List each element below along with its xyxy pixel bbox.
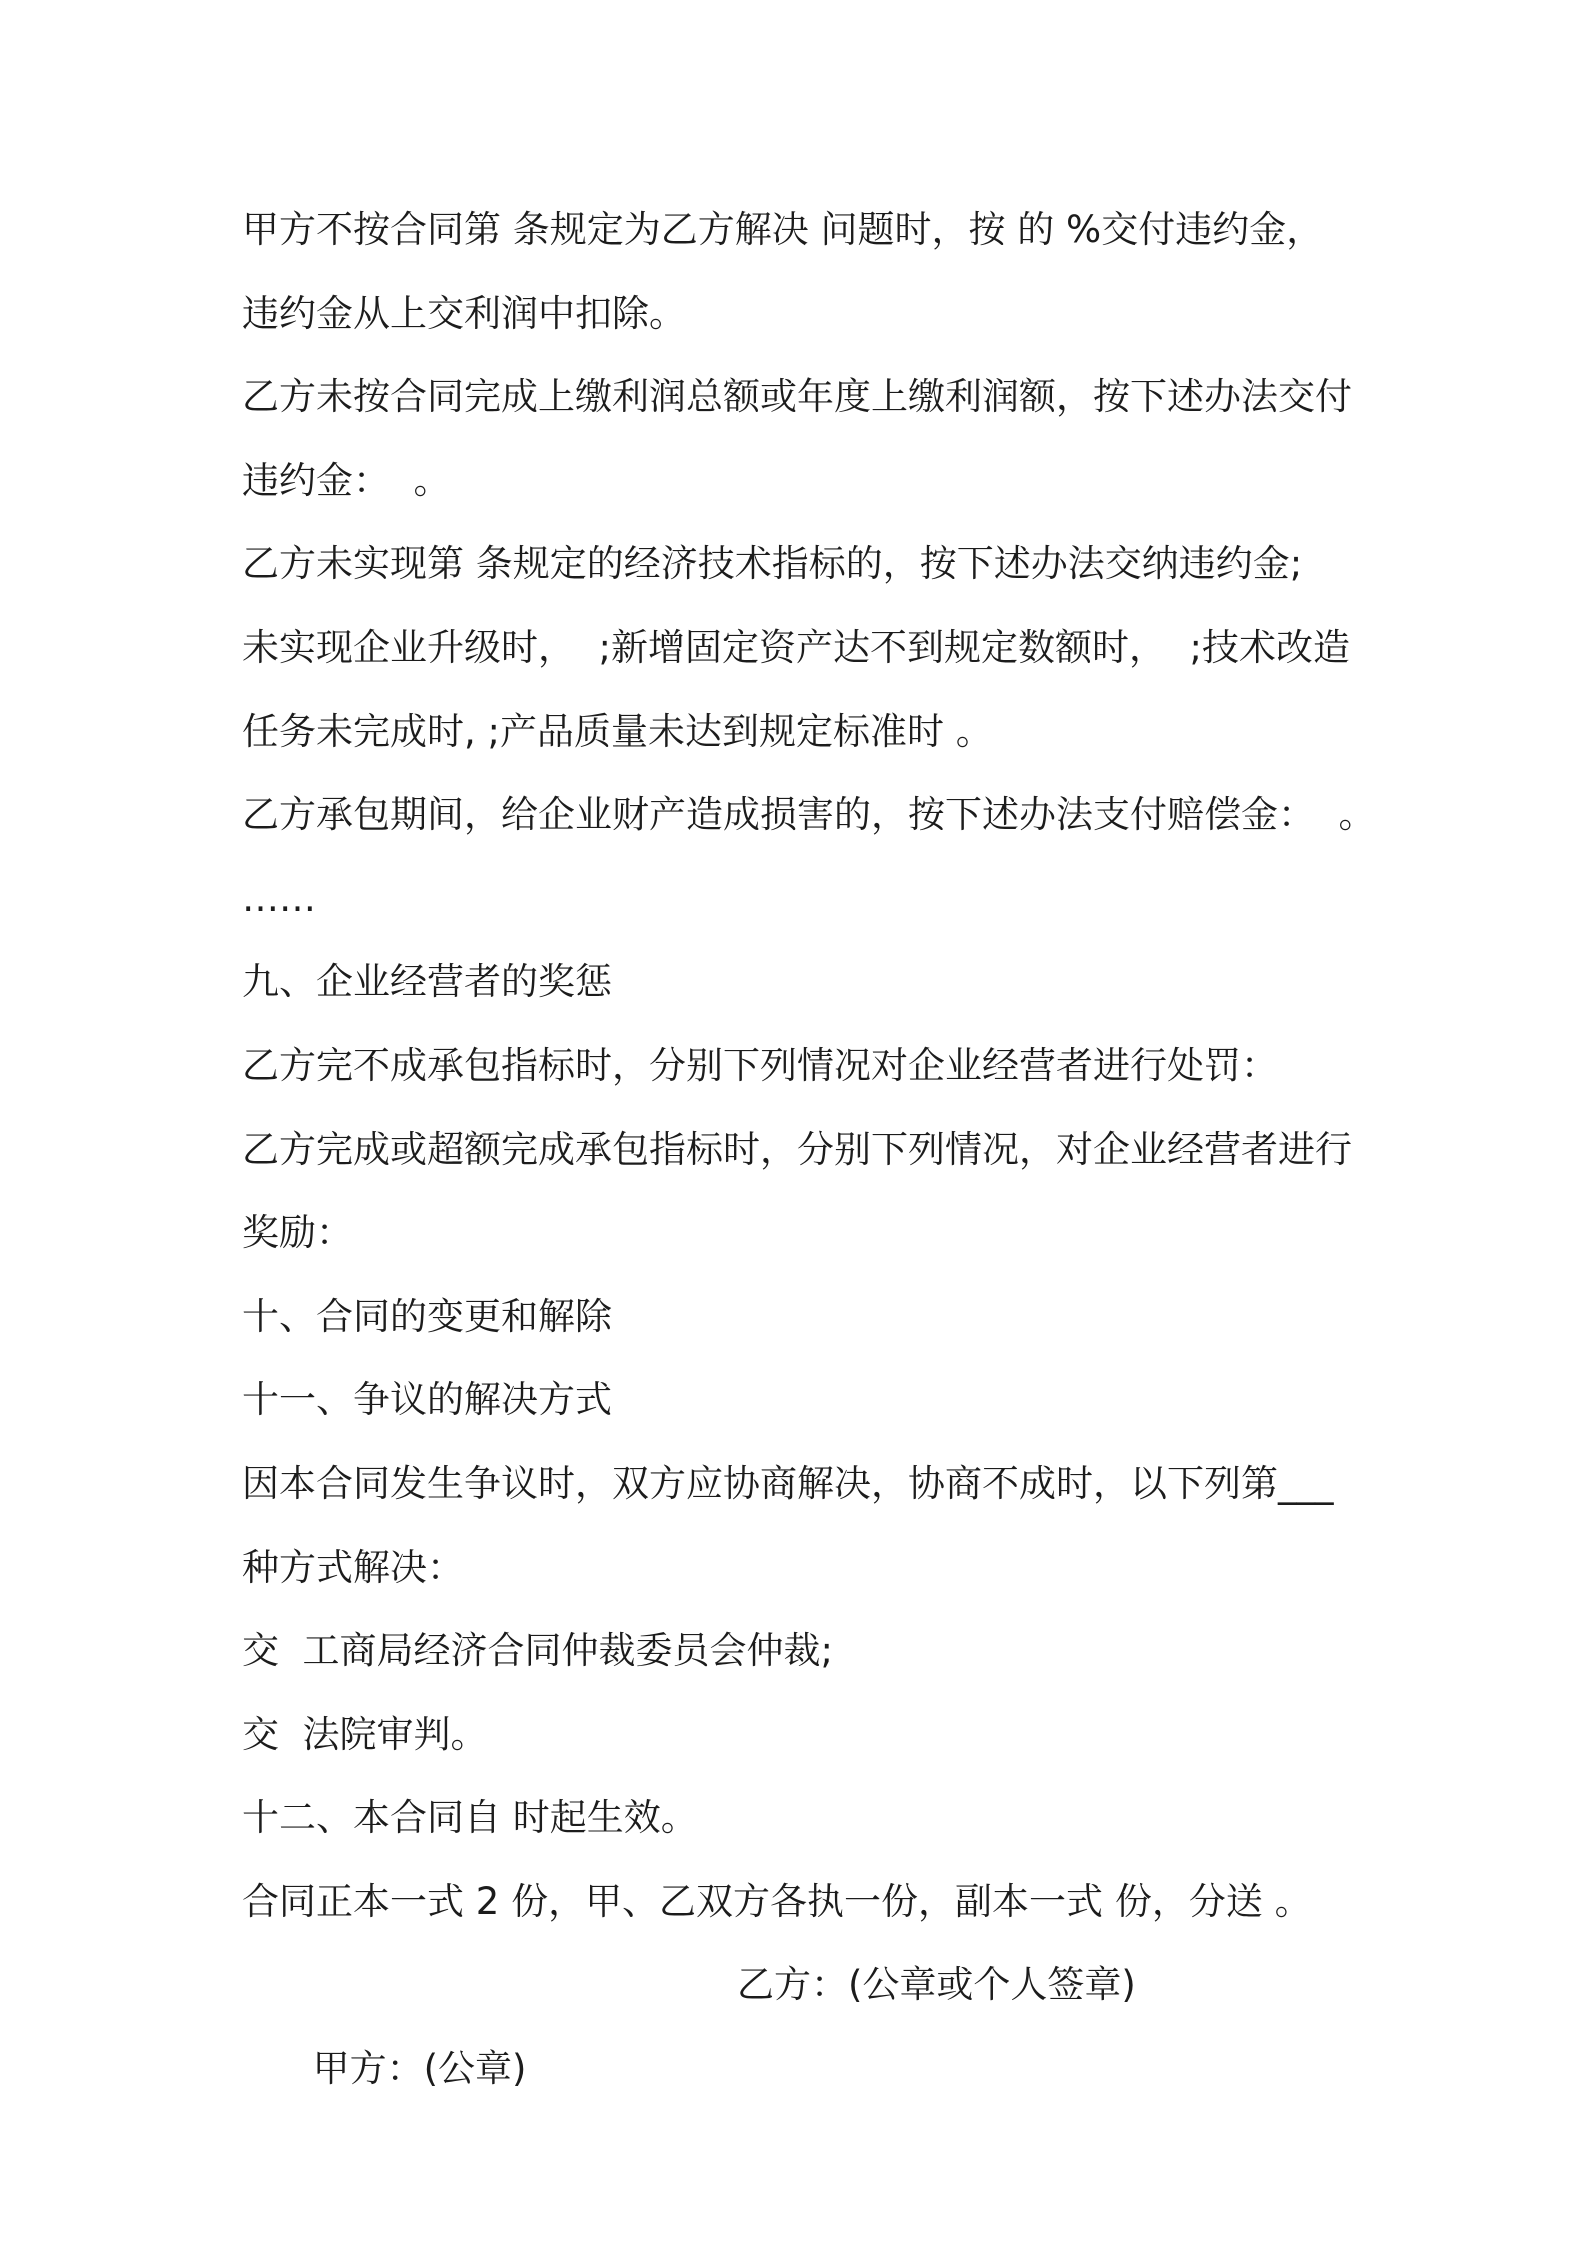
signature-line xyxy=(242,1943,1442,2091)
document-body xyxy=(242,188,1442,2091)
paragraph-line: 乙方承包期间，给企业财产造成损害的，按下述办法支付赔偿金： 。 xyxy=(242,793,1376,837)
paragraph-line: 种方式解决： xyxy=(242,1545,464,1589)
paragraph-line: 合同正本一式 2 份，甲、乙双方各执一份，副本一式 份，分送 。 xyxy=(242,1879,1312,1923)
paragraph-line: 未实现企业升级时， ;新增固定资产达不到规定数额时， ;技术改造 xyxy=(242,625,1350,669)
paragraph-line: 乙方未实现第 条规定的经济技术指标的，按下述办法交纳违约金; xyxy=(242,542,1303,586)
paragraph-line: 奖励： xyxy=(242,1211,353,1255)
section-heading: 十、合同的变更和解除 xyxy=(242,1294,612,1338)
paragraph-line: 乙方未按合同完成上缴利润总额或年度上缴利润额，按下述办法交付 xyxy=(242,375,1352,419)
paragraph-line: 违约金： 。 xyxy=(242,458,451,502)
paragraph-line: 乙方完成或超额完成承包指标时，分别下列情况，对企业经营者进行 xyxy=(242,1127,1352,1171)
paragraph-line: 乙方完不成承包指标时，分别下列情况对企业经营者进行处罚： xyxy=(242,1043,1278,1087)
paragraph-line: 违约金从上交利润中扣除。 xyxy=(242,291,686,335)
option-line: 交 工商局经济合同仲裁委员会仲裁; xyxy=(242,1629,833,1673)
section-heading: 十二、本合同自 时起生效。 xyxy=(242,1796,698,1840)
ellipsis-line: …… xyxy=(242,876,316,920)
party-b-signature: 乙方：(公章或个人签章) xyxy=(737,1963,1136,2007)
party-a-signature: 甲方：(公章) xyxy=(312,2047,527,2091)
paragraph-line: 甲方不按合同第 条规定为乙方解决 问题时，按 的 %交付违约金， xyxy=(242,208,1324,251)
section-heading: 十一、争议的解决方式 xyxy=(242,1378,612,1422)
option-line: 交 法院审判。 xyxy=(242,1712,488,1756)
paragraph-line: 任务未完成时, ;产品质量未达到规定标准时 。 xyxy=(242,709,993,753)
section-heading: 九、企业经营者的奖惩 xyxy=(242,960,612,1004)
paragraph-line: 因本合同发生争议时，双方应协商解决，协商不成时，以下列第___ xyxy=(242,1461,1334,1505)
